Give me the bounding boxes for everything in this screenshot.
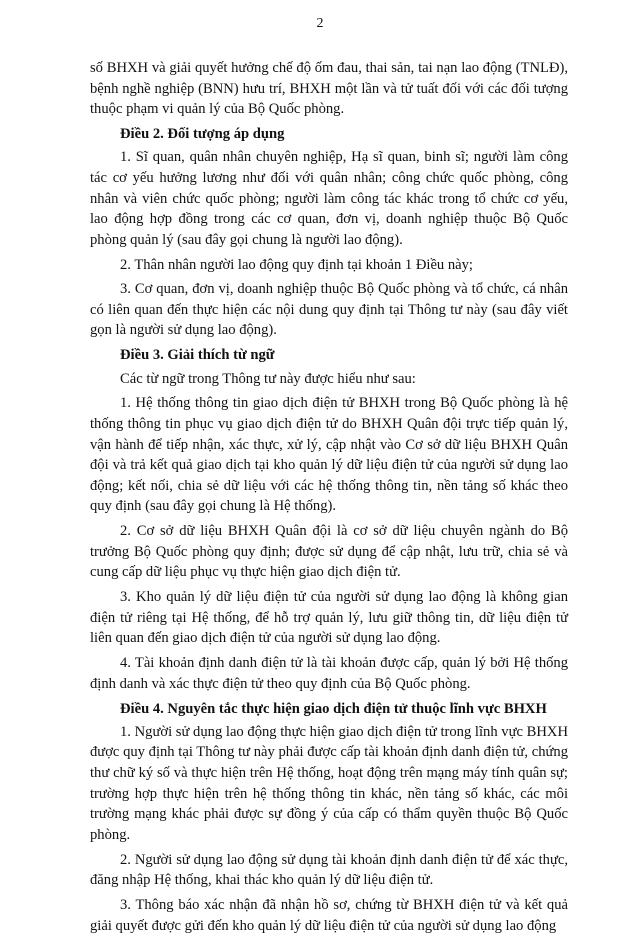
paragraph: 1. Sĩ quan, quân nhân chuyên nghiệp, Hạ sĩ quan, binh sĩ; người làm công tác cơ yếu hưởng lương như đối với quân nhân; công chức quốc phòng, công nhân và viên chức quốc phòng; người làm công tác khác trong tổ chức cơ yếu, lao động hợp đồng trong các cơ quan, đơn vị, doanh nghiệp thuộc Bộ Quốc phòng quản lý (sau đây gọi chung là người lao động). <box>90 149 568 248</box>
paragraph: 4. Tài khoản định danh điện tử là tài khoản được cấp, quản lý bởi Hệ thống định danh và xác thực điện tử theo quy định của Bộ Quốc phòng. <box>90 655 568 692</box>
paragraph: 2. Cơ sở dữ liệu BHXH Quân đội là cơ sở dữ liệu chuyên ngành do Bộ trưởng Bộ Quốc phòng quy định; được sử dụng để cập nhật, lưu trữ, chia sẻ và cung cấp dữ liệu phục vụ thực hiện giao dịch điện tử. <box>90 523 568 581</box>
paragraph: 2. Người sử dụng lao động sử dụng tài khoản định danh điện tử để xác thực, đăng nhập Hệ thống, khai thác kho quản lý dữ liệu điện tử. <box>90 851 568 889</box>
paragraph: 3. Kho quản lý dữ liệu điện tử của người sử dụng lao động là không gian điện tử riêng tại Hệ thống, để hỗ trợ quản lý, lưu giữ thông tin, dữ liệu điện tử liên quan đến giao dịch điện tử của người sử dụng lao động. <box>90 589 568 647</box>
article-heading: Điều 2. Đối tượng áp dụng <box>120 125 285 142</box>
article-heading: Điều 4. Nguyên tắc thực hiện giao dịch điện tử thuộc lĩnh vực BHXH <box>120 700 547 717</box>
paragraph: 3. Cơ quan, đơn vị, doanh nghiệp thuộc Bộ Quốc phòng và tổ chức, cá nhân có liên quan đến thực hiện các nội dung quy định tại Thông tư này (sau đây viết gọn là người sử dụng lao động). <box>90 281 568 339</box>
paragraph: số BHXH và giải quyết hưởng chế độ ốm đau, thai sản, tai nạn lao động (TNLĐ), bệnh nghề nghiệp (BNN) hưu trí, BHXH một lần và tử tuất đối với các đối tượng thuộc phạm vi quản lý của Bộ Quốc phòng. <box>90 60 568 118</box>
paragraph: 3. Thông báo xác nhận đã nhận hồ sơ, chứng từ BHXH điện tử và kết quả giải quyết được gửi đến kho quản lý dữ liệu điện tử của người sử dụng lao động <box>90 897 568 934</box>
article-heading: Điều 3. Giải thích từ ngữ <box>120 347 275 364</box>
paragraph: 1. Hệ thống thông tin giao dịch điện tử BHXH trong Bộ Quốc phòng là hệ thống thông tin phục vụ giao dịch điện tử do BHXH Quân đội trực tiếp quản lý, vận hành để tiếp nhận, xác thực, xử lý, cập nhật vào Cơ sở dữ liệu BHXH Quân đội và trả kết quả giao dịch tại kho quản lý dữ liệu điện tử của người sử dụng lao động; kết nối, chia sẻ dữ liệu với các hệ thống thông tin, nền tảng số khác theo quy định (sau đây gọi chung là Hệ thống). <box>90 395 568 515</box>
paragraph: Các từ ngữ trong Thông tư này được hiểu như sau: <box>120 370 416 387</box>
paragraph: 1. Người sử dụng lao động thực hiện giao dịch điện tử trong lĩnh vực BHXH được quy định tại Thông tư này phải được cấp tài khoản định danh điện tử, chứng thư chữ ký số và thực hiện trên Hệ thống, hoạt động trên mạng máy tính quân sự; trường hợp thực hiện trên hệ thống thông tin khác, nền tảng số khác, các môi trường mạng khác phải được sự đồng ý của cấp có thẩm quyền thuộc Bộ Quốc phòng. <box>90 723 568 843</box>
paragraph: 2. Thân nhân người lao động quy định tại khoản 1 Điều này; <box>120 256 473 273</box>
page-number: 2 <box>316 16 324 31</box>
document-body <box>90 58 568 940</box>
